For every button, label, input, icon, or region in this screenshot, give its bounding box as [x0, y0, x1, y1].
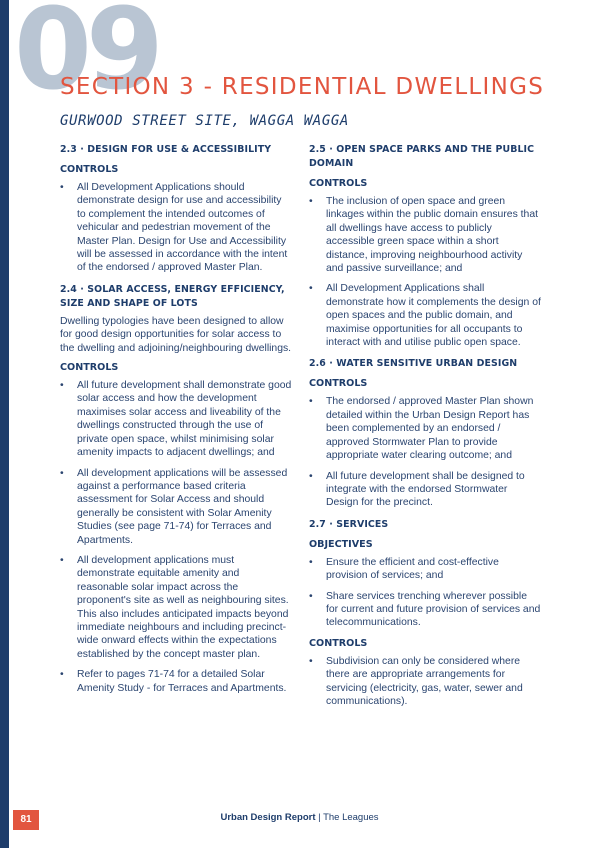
list-item: • All future development shall demonstrate good solar access and how the development maximises solar access and liveability of the dwellings constructed through the use of private open space, whilst minimising solar amenity impacts to adjacent dwellings; and [60, 380, 292, 459]
footer-org: The Leagues [323, 812, 379, 823]
objectives-label: OBJECTIVES [309, 538, 373, 550]
list-item: • All development applications will be assessed against a performance based criteria assessment for Solar Access and should generally be consistent with Solar Amenity Studies (see page 71-74) for Terraces and Apartments. [60, 467, 288, 546]
controls-label: CONTROLS [60, 164, 119, 175]
page-number: 81 [13, 810, 39, 830]
bullet-icon: • [309, 655, 313, 667]
bullet-list [309, 655, 541, 709]
bullet-icon: • [309, 556, 313, 568]
section-number-watermark: 09 [14, 0, 158, 115]
bullet-list [309, 556, 541, 630]
bullet-list [60, 379, 292, 695]
section-2-4 [60, 283, 292, 695]
page-title: SECTION 3 - RESIDENTIAL DWELLINGS [60, 74, 545, 100]
bullet-icon: • [309, 396, 313, 408]
footer [0, 812, 599, 823]
list-item: • Subdivision can only be considered where there are appropriate arrangements for servicing (electricity, gas, water, sewer and communications). [309, 655, 523, 707]
list-item: • The endorsed / approved Master Plan shown detailed within the Urban Design Report has been complemented by an endorsed / approved Stormwater Plan to provide appropriate water clearing outcome; and [309, 396, 534, 462]
list-item: • Share services trenching wherever possible for current and future provision of services and telecommunications. [309, 590, 541, 629]
page-subtitle: GURWOOD STREET SITE, WAGGA WAGGA [60, 113, 349, 129]
footer-doc-title: Urban Design Report [220, 812, 316, 823]
list-item: • All future development shall be designed to integrate with the endorsed Stormwater Design for the precinct. [309, 470, 525, 509]
bullet-icon: • [60, 182, 64, 193]
bullet-list [309, 395, 541, 509]
section-2-3 [60, 143, 292, 275]
controls-label: CONTROLS [60, 362, 119, 374]
left-column [60, 143, 292, 703]
list-item: • All development applications must demonstrate equitable amenity and reasonable solar impact across the proponent's site as well as neighbouring sites. This also includes anticipated impacts beyond immediate neighbours and including precinct-wide onward effects within the expectations established by the concept master plan. [60, 554, 289, 660]
bullet-icon: • [309, 196, 313, 207]
section-heading: 2.3 · DESIGN FOR USE & ACCESSIBILITY [60, 144, 272, 155]
bullet-icon: • [60, 669, 64, 681]
section-heading: 2.6 · WATER SENSITIVE URBAN DESIGN [309, 358, 518, 370]
bullet-icon: • [60, 554, 64, 566]
right-column [309, 143, 541, 716]
section-heading: 2.4 · SOLAR ACCESS, ENERGY EFFICIENCY, SIZE AND SHAPE OF LOTS [60, 283, 285, 309]
section-heading: 2.7 · SERVICES [309, 518, 389, 530]
section-2-6 [309, 357, 541, 509]
bullet-icon: • [309, 283, 313, 295]
section-heading: 2.5 · OPEN SPACE PARKS AND THE PUBLIC DOMAIN [309, 144, 535, 169]
bullet-list [309, 195, 541, 349]
bullet-list [60, 181, 292, 275]
list-item: • All Development Applications shall demonstrate how it complements the design of open spaces and the public domain, and maximise opportunities for all occupants to interact with and utilise public open space. [309, 283, 541, 349]
controls-label: CONTROLS [309, 637, 368, 649]
bullet-icon: • [309, 470, 313, 482]
bullet-icon: • [60, 467, 64, 479]
section-2-5 [309, 143, 541, 349]
list-item: • Refer to pages 71-74 for a detailed Solar Amenity Study - for Terraces and Apartments. [60, 669, 287, 694]
bullet-icon: • [309, 590, 313, 602]
bullet-icon: • [60, 380, 64, 392]
section-intro: Dwelling typologies have been designed to allow for good design opportunities for solar access to the dwelling and adjoining/neighbouring dwellings. [60, 315, 292, 354]
list-item: • All Development Applications should demonstrate design for use and accessibility to complement the intended outcomes of vehicular and pedestrian movement of the Master Plan. Design for Use and Accessibility will be assessed in accordance with the intent of the endorsed / approved Master Plan. [60, 182, 288, 274]
controls-label: CONTROLS [309, 178, 368, 189]
controls-label: CONTROLS [309, 378, 368, 390]
list-item: • The inclusion of open space and green linkages within the public domain ensures that all dwellings have access to publicly accessible green space within a short distance, improving neighbourhood activity and passive surveillance; and [309, 196, 538, 275]
list-item: • Ensure the efficient and cost-effective provision of services; and [309, 556, 499, 582]
footer-separator: | [318, 812, 321, 823]
left-sidebar-bar [0, 0, 9, 848]
section-2-7 [309, 518, 541, 709]
